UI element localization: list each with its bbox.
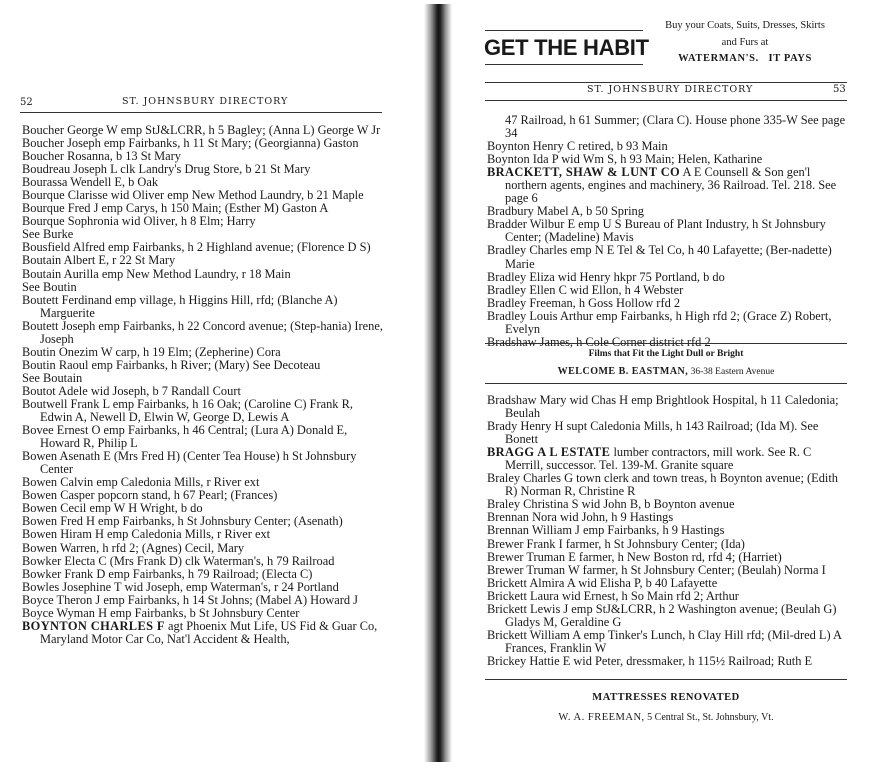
directory-entry: [487, 629, 849, 655]
ad-rule-top: [485, 30, 643, 31]
header-rule-bottom: [485, 100, 847, 101]
entry-text: Brewer Truman W farmer, h St Johnsbury Center; (Beulah) Norma I: [487, 562, 826, 577]
ad-advertiser: W. A. FREEMAN,: [558, 712, 645, 723]
entry-text: Boynton Ida P wid Wm S, h 93 Main; Helen, Katharine: [487, 152, 763, 167]
entry-bold-name: BRAGG A L ESTATE: [487, 445, 611, 460]
entry-text: Bowen Cecil emp W H Wright, b do: [22, 501, 203, 516]
entry-bold-name: BRACKETT, SHAW & LUNT CO: [487, 165, 681, 180]
entry-text: Bradbury Mabel A, b 50 Spring: [487, 204, 644, 219]
entry-text: Bourque Clarisse wid Oliver emp New Method Laundry, b 21 Maple: [22, 188, 364, 203]
directory-entry: [487, 218, 849, 244]
entry-text: Boucher Joseph emp Fairbanks, h 11 St Mary; (Georgianna) Gaston: [22, 136, 359, 151]
entry-text: Bradder Wilbur E emp U S Bureau of Plant Industry, h St Johnsbury Center; (Madeline) Mavis: [487, 217, 826, 245]
entry-text: Boynton Henry C retired, b 93 Main: [487, 139, 668, 154]
right-page: [455, 0, 877, 772]
ad-rule-top: [485, 343, 847, 344]
entry-text: Bowen Asenath E (Mrs Fred H) (Center Tea House) h St Johnsbury Center: [22, 449, 357, 477]
ad-advertiser: WELCOME B. EASTMAN,: [557, 366, 689, 377]
directory-entry: [22, 450, 384, 476]
entry-text: Boucher George W emp StJ&LCRR, h 5 Bagley; (Anna L) George W Jr: [22, 123, 381, 137]
entry-text: Brennan William J emp Fairbanks, h 9 Hastings: [487, 523, 725, 538]
entry-text: Bradshaw Mary wid Chas H emp Brightlook Hospital, h 11 Caledonia; Beulah: [487, 393, 839, 421]
entry-text: Brickett Laura wid Ernest, h So Main rfd 2; Arthur: [487, 588, 739, 603]
entry-text: Bourassa Wendell E, b Oak: [22, 175, 159, 190]
ad-rule-top: [485, 679, 847, 680]
directory-entry: [487, 446, 849, 472]
entry-text: Brady Henry H supt Caledonia Mills, h 143 Railroad; (Ida M). See Bonett: [487, 419, 819, 447]
entry-text: Braley Charles G town clerk and town treas, h Boynton avenue; (Edith R) Norman R, Christine R: [487, 471, 838, 499]
entry-bold-name: BOYNTON CHARLES F: [22, 618, 165, 633]
entry-text: Boutain Aurilla emp New Method Laundry, r 18 Main: [22, 266, 291, 281]
directory-entry: [22, 424, 384, 450]
ad-line-2: [485, 366, 847, 377]
ad-headline: GET THE HABIT: [484, 35, 649, 60]
entry-text: Boyce Wyman H emp Fairbanks, b St Johnsbury Center: [22, 605, 300, 620]
entry-text: Brennan Nora wid John, h 9 Hastings: [487, 510, 674, 525]
entry-text: Bowles Josephine T wid Joseph, emp Waterman's, r 24 Portland: [22, 579, 339, 594]
entry-text: See Boutain: [22, 370, 83, 385]
entry-text: A E Counsell & Son gen'l northern agents, engines and machinery, 36 Railroad. Tel. 218. See page 6: [505, 165, 837, 206]
entry-text: Bowen Fred H emp Fairbanks, h St Johnsbury Center; (Asenath): [22, 514, 343, 529]
running-head: ST. JOHNSBURY DIRECTORY: [122, 96, 289, 107]
entry-text: Boutin Raoul emp Fairbanks, h River; (Mary) See Decoteau: [22, 357, 321, 372]
entry-text: lumber contractors, mill work. See R. C Merrill, successor. Tel. 139-M. Granite square: [505, 445, 812, 473]
entry-text: Brewer Truman E farmer, h New Boston rd, rfd 4; (Harriet): [487, 549, 782, 564]
entry-text: Boutain Albert E, r 22 St Mary: [22, 253, 176, 268]
entry-text: Boutin Onezim W carp, h 19 Elm; (Zepherine) Cora: [22, 344, 281, 359]
page-number: 53: [833, 84, 846, 95]
entry-text: Bradley Eliza wid Henry hkpr 75 Portland, b do: [487, 269, 725, 284]
entry-text: Bowen Warren, h rfd 2; (Agnes) Cecil, Mary: [22, 540, 245, 555]
entry-text: Boudreau Joseph L clk Landry's Drug Store, b 21 St Mary: [22, 162, 311, 177]
page-number: 52: [20, 97, 33, 108]
entry-text: Brickett William A emp Tinker's Lunch, h Clay Hill rfd; (Mil-dred L) A Frances, Franklin W: [487, 627, 842, 655]
entry-text: Boutett Ferdinand emp village, h Higgins Hill, rfd; (Blanche A) Marguerite: [22, 292, 338, 320]
entry-text: Boyce Theron J emp Fairbanks, h 14 St Johns; (Mabel A) Howard J: [22, 592, 358, 607]
entry-text: Bowker Electa C (Mrs Frank D) clk Waterman's, h 79 Railroad: [22, 553, 335, 568]
ad-address: 36-38 Eastern Avenue: [688, 367, 775, 377]
entry-text: Bradley Ellen C wid Ellon, h 4 Webster: [487, 282, 684, 297]
directory-entry: [487, 394, 849, 420]
entry-text: Bowker Frank D emp Fairbanks, h 79 Railroad; (Electa C): [22, 566, 313, 581]
directory-entry: [487, 603, 849, 629]
directory-entry: [22, 620, 384, 646]
continuation-text: 47 Railroad, h 61 Summer; (Clara C). House phone 335-W See page 34: [505, 113, 846, 141]
entry-text: Bousfield Alfred emp Fairbanks, h 2 Highland avenue; (Florence D S): [22, 240, 371, 255]
entry-text: See Burke: [22, 227, 74, 242]
directory-entry: [487, 472, 849, 498]
entry-text: Boutett Joseph emp Fairbanks, h 22 Concord avenue; (Step-hania) Irene, Joseph: [22, 318, 383, 346]
entry-text: Boutot Adele wid Joseph, b 7 Randall Court: [22, 383, 241, 398]
ad-line-2: and Furs at: [721, 37, 769, 48]
entry-text: Brickey Hattie E wid Peter, dressmaker, h 115½ Railroad; Ruth E: [487, 653, 813, 668]
entry-text: Bowen Hiram H emp Caledonia Mills, r River ext: [22, 527, 271, 542]
directory-entry: [487, 244, 849, 270]
entry-text: Brewer Frank I farmer, h St Johnsbury Center; (Ida): [487, 536, 745, 551]
entry-list-b: [487, 394, 849, 668]
directory-entry: [487, 166, 849, 205]
entry-text: Bourque Sophronia wid Oliver, h 8 Elm; Harry: [22, 214, 256, 229]
ad-line-1: Films that Fit the Light Dull or Bright: [588, 349, 744, 359]
entry-text: Brickett Almira A wid Elisha P, b 40 Lafayette: [487, 575, 718, 590]
entry-list-a: [487, 114, 849, 349]
directory-entry: [22, 294, 384, 320]
entry-text: Boucher Rosanna, b 13 St Mary: [22, 149, 181, 164]
book-gutter: [424, 4, 452, 762]
directory-entry: [22, 398, 384, 424]
entry-list: [22, 124, 384, 646]
directory-entry: [487, 310, 849, 336]
directory-entry: [487, 655, 849, 668]
entry-text: Bowen Calvin emp Caledonia Mills, r River ext: [22, 475, 260, 490]
ad-rule-bottom: [485, 64, 643, 65]
entry-text: Bradshaw James, h Cole Corner district rfd 2: [487, 334, 711, 349]
entry-text: Bovee Ernest O emp Fairbanks, h 46 Central; (Lura A) Donald E, Howard R, Philip L: [22, 423, 348, 451]
entry-text: See Boutin: [22, 279, 77, 294]
entry-text: Bradley Charles emp N E Tel & Tel Co, h 40 Lafayette; (Ber-nadette) Marie: [487, 243, 832, 271]
header-rule-top: [485, 82, 847, 83]
ad-line-3: WATERMAN'S. IT PAYS: [678, 53, 812, 64]
directory-entry: [22, 320, 384, 346]
directory-entry: [22, 215, 384, 228]
entry-text: Bradley Freeman, h Goss Hollow rfd 2: [487, 295, 681, 310]
entry-text: Bowen Casper popcorn stand, h 67 Pearl; (Frances): [22, 488, 278, 503]
ad-address: 5 Central St., St. Johnsbury, Vt.: [644, 712, 774, 723]
ad-rule-bottom: [485, 383, 847, 384]
ad-line-1: MATTRESSES RENOVATED: [592, 692, 740, 703]
entry-text: Brickett Lewis J emp StJ&LCRR, h 2 Washington avenue; (Beulah G) Gladys M, Geraldine G: [487, 601, 837, 629]
entry-text: Bourque Fred J emp Carys, h 150 Main; (Esther M) Gaston A: [22, 201, 329, 216]
header-rule: [20, 112, 382, 113]
entry-text: agt Phoenix Mut Life, US Fid & Guar Co, Maryland Motor Car Co, Nat'l Accident & Health,: [40, 618, 378, 646]
entry-text: Braley Christina S wid John B, b Boynton avenue: [487, 497, 735, 512]
running-head: ST. JOHNSBURY DIRECTORY: [587, 84, 754, 95]
directory-entry: [487, 420, 849, 446]
ad-line-2: [485, 712, 847, 723]
left-page: [0, 0, 420, 772]
entry-text: Bradley Louis Arthur emp Fairbanks, h High rfd 2; (Grace Z) Robert, Evelyn: [487, 308, 832, 336]
entry-text: Boutwell Frank L emp Fairbanks, h 16 Oak; (Caroline C) Frank R, Edwin A, Newell D, Elwin W, George D, Lewis A: [22, 396, 353, 425]
ad-line-1: Buy your Coats, Suits, Dresses, Skirts: [665, 20, 825, 31]
